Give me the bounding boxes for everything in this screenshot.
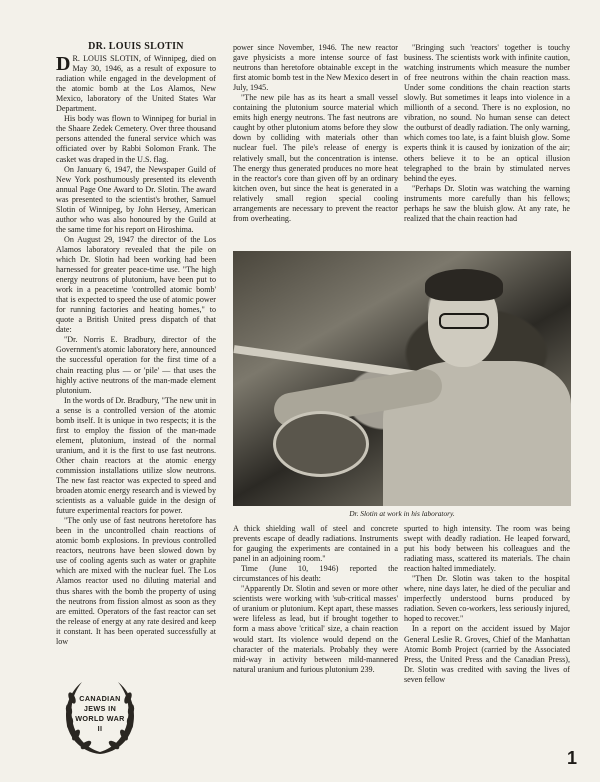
paragraph: On January 6, 1947, the Newspaper Guild of New York posthumously presented its eleventh annual Page One Award to Dr. Slotin. The award was presented to the scientist's brother, Samuel Slotin of Winnipeg, by John Hersey, American author who was also honoured by the Guild at the same time for his report on Hiroshima. <box>56 164 216 234</box>
emblem-line: CANADIAN <box>79 694 121 703</box>
emblem-line: WORLD WAR <box>75 714 125 723</box>
paragraph: "Perhaps Dr. Slotin was watching the warning instruments more carefully than his fellows; perhaps he saw the bluish glow. At any rate, he realized that the chain reaction had <box>404 183 570 223</box>
paragraph: In a report on the accident issued by Major General Leslie R. Groves, Chief of the Manhattan Atomic Bomb Project (carried by the Associated Press, the United Press and the Canadian Press), Dr. Slotin was credited with saving the lives of seven fellow <box>404 624 570 684</box>
paragraph: "Then Dr. Slotin was taken to the hospital where, nine days later, he died of the peculiar and imperfectly understood burns produced by radiation. Seven co-workers, less seriously injured, hoped to recover." <box>404 574 570 624</box>
paragraph: Time (June 10, 1946) reported the circumstances of his death: <box>233 564 398 584</box>
paragraph: In the words of Dr. Bradbury, "The new unit in a sense is a controlled version of the atomic bomb itself. It is unique in two respects; it is the first to employ the fission of the man-made element, plutonium, instead of the normal uranium, and it is the first to use fast neutrons. Other chain reactors at the atomic energy commission installations utilize slow neutrons. The new fast reactor was expected to speed and broaden atomic energy research and is viewed by scientists as a valuable guide in the design of future experimental reactors for power. <box>56 395 216 516</box>
paragraph: "Apparently Dr. Slotin and seven or more other scientists were working with 'sub-critical masses' of uranium or plutonium. Kept apart, these masses were lifeless as lead, but if brought together to form a mass above 'critical' size, a chain reaction would start. Its violence would depend on the character of the materials. Probably they were mid-way in activity between mild-mannered natural uranium and furious plutonium 239. <box>233 584 398 674</box>
photo-caption: Dr. Slotin at work in his laboratory. <box>349 509 455 518</box>
paragraph: "Dr. Norris E. Bradbury, director of the Government's atomic laboratory here, announced the successful operation for the first time of a chain reacting plus — or 'pile' — that uses the highly active neutrons of the man-made element plutonium. <box>56 335 216 395</box>
column-2-bottom <box>233 524 398 675</box>
emblem-line: II <box>97 724 103 733</box>
column-2-top <box>233 43 398 224</box>
paragraph: His body was flown to Winnipeg for burial in the Shaare Zedek Cemetery. Over three thousand persons attended the funeral service which was officiated over by Rabbi Solomon Frank. The casket was draped in the U.S. flag. <box>56 114 216 164</box>
paragraph: spurted to high intensity. The room was being swept with deadly radiation. He leaped forward, put his body between his colleagues and the radiating mass, scattered its materials. The chain reaction halted immediately. <box>404 524 570 574</box>
column-1 <box>56 42 216 647</box>
laboratory-photo <box>233 251 571 506</box>
paragraph: On August 29, 1947 the director of the Los Alamos laboratory revealed that the pile on which Dr. Slotin had been working had been harnessed for greater peace-time use. "The high energy neutrons of plutonium, have been put to work in a peacetime 'controlled atomic bomb' that is expected to speed the use of atomic power for running factories and heating homes," to quote a British United press dispatch of that date: <box>56 234 216 335</box>
column-3-top <box>404 43 570 224</box>
paragraph: "Bringing such 'reactors' together is touchy business. The scientists work with infinite caution, watching instruments which measure the number of free neutrons within the chain reaction mass. Under some conditions the chain reaction starts slowly. But sometimes it leaps into violence in a millionth of a second. There is no explosion, no vibration, no sound. No human sense can detect the outburst of deadly radiation. The only warning, which comes too late, is a faint bluish glow. Some experts think it is caused by ionization of the air; others believe it to be an optical illusion telegraphed to the brain by stimulated nerves behind the eyes. <box>404 43 570 183</box>
paragraph: D R. LOUIS SLOTIN, of Winnipeg, died on May 30, 1946, as a result of exposure to radiation while engaged in the development of the atomic bomb at the Los Alamos, New Mexico, laboratory of the United States War Department. <box>56 53 216 114</box>
photo-figure-hair <box>425 269 503 301</box>
paragraph: A thick shielding wall of steel and concrete prevents escape of deadly radiations. Instruments for gauging the experiments are contained in a panel in an adjoining room." <box>233 524 398 564</box>
photo-figure-glasses <box>439 313 489 329</box>
emblem-line: JEWS IN <box>83 704 117 713</box>
paragraph: "The only use of fast neutrons heretofore has been in the uncontrolled chain reactions of atomic bomb explosions. In previous controlled reactors, neutrons have been slowed down by use of cooling agents such as water or graphite which are mixed with the nuclear fuel. The Los Alamos reactor used no diluting material and thus shares with the bomb the property of using the neutrons from fission almost as soon as they are emitted. Operators of the fast reactor can set the release of energy at any rate desired and keep it constant. It has been operated successfully at low <box>56 516 216 646</box>
page-number: 1 <box>566 748 577 768</box>
column-3-bottom <box>404 524 570 685</box>
article-title: DR. LOUIS SLOTIN <box>88 41 184 52</box>
paragraph: power since November, 1946. The new reactor gave physicists a more intense source of fast neutrons than heretofore obtainable except in the first atomic bomb test in the New Mexico desert in July, 1945. <box>233 43 398 93</box>
photo-apparatus <box>273 411 369 477</box>
emblem-text <box>60 694 140 734</box>
paragraph: "The new pile has as its heart a small vessel containing the plutonium source material which emits high energy neutrons. The fast neutrons are caught by other plutonium atoms before they slow down by colliding with materials other than nuclear fuel. The pile's release of energy is relatively small, but the concentration is intense. The energy thus generated produces no more heat in the reactor's core than given off by an ordinary kitchen oven, but since the heat is generated in a relatively small region special cooling arrangements are necessary to prevent the reactor from overheating. <box>233 93 398 223</box>
drop-cap: D <box>56 53 71 76</box>
